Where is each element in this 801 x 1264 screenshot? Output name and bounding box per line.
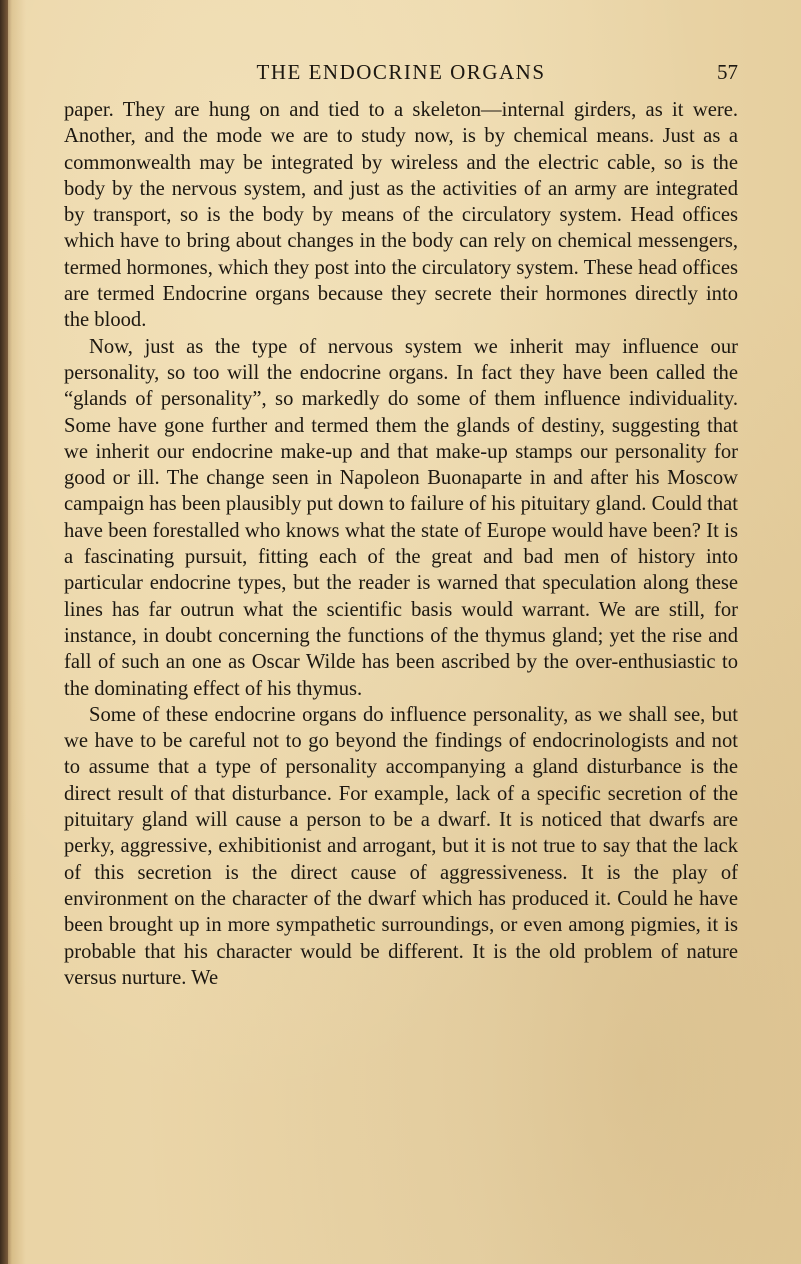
paragraph-3: Some of these endocrine organs do influence personality, as we shall see, but we have to be careful not to go beyond the findings of endocrinologists and not to assume that a type of personality accompanying a gland disturbance is the direct result of that disturbance. For example, lack of a specific secretion of the pituitary gland will cause a person to be a dwarf. It is noticed that dwarfs are perky, aggressive, exhibitionist and arrogant, but it is not true to say that the lack of this secretion is the direct cause of aggressiveness. It is the play of environment on the character of the dwarf which has produced it. Could he have been brought up in more sympathetic surroundings, or even among pigmies, it is probable that his character would be different. It is the old problem of nature versus nurture. We <box>64 703 738 989</box>
paragraph-1: paper. They are hung on and tied to a skeleton—internal girders, as it were. Another, and the mode we are to study now, is by chemical means. Just as a commonwealth may be integrated by wireless and the electric cable, so is the body by the nervous system, and just as the activities of an army are integrated by transport, so is the body by means of the circulatory system. Head offices which have to bring about changes in the body can rely on chemical messengers, termed hormones, which they post into the circulatory system. These head offices are termed Endocrine organs because they secrete their hormones directly into the blood. <box>64 99 738 332</box>
running-title: THE ENDOCRINE ORGANS <box>256 60 546 84</box>
page-header <box>64 60 738 90</box>
body-text <box>64 97 738 991</box>
paragraph-2: Now, just as the type of nervous system we inherit may influence our personality, so too will the endocrine organs. In fact they have been called the “glands of personality”, so markedly do some of them influence individuality. Some have gone further and termed them the glands of destiny, suggesting that we inherit our endocrine make-up and that make-up stamps our personality for good or ill. The change seen in Napoleon Buonaparte in and after his Moscow campaign has been plausibly put down to failure of his pituitary gland. Could that have been forestalled who knows what the state of Europe would have been? It is a fascinating pursuit, fitting each of the great and bad men of history into particular endocrine types, but the reader is warned that speculation along these lines has far outrun what the scientific basis would warrant. We are still, for instance, in doubt concerning the functions of the thymus gland; yet the rise and fall of such an one as Oscar Wilde has been ascribed by the over-enthusiastic to the dominating effect of his thymus. <box>64 335 738 700</box>
book-spine-shadow <box>0 0 8 1264</box>
page-number: 57 <box>717 60 738 84</box>
